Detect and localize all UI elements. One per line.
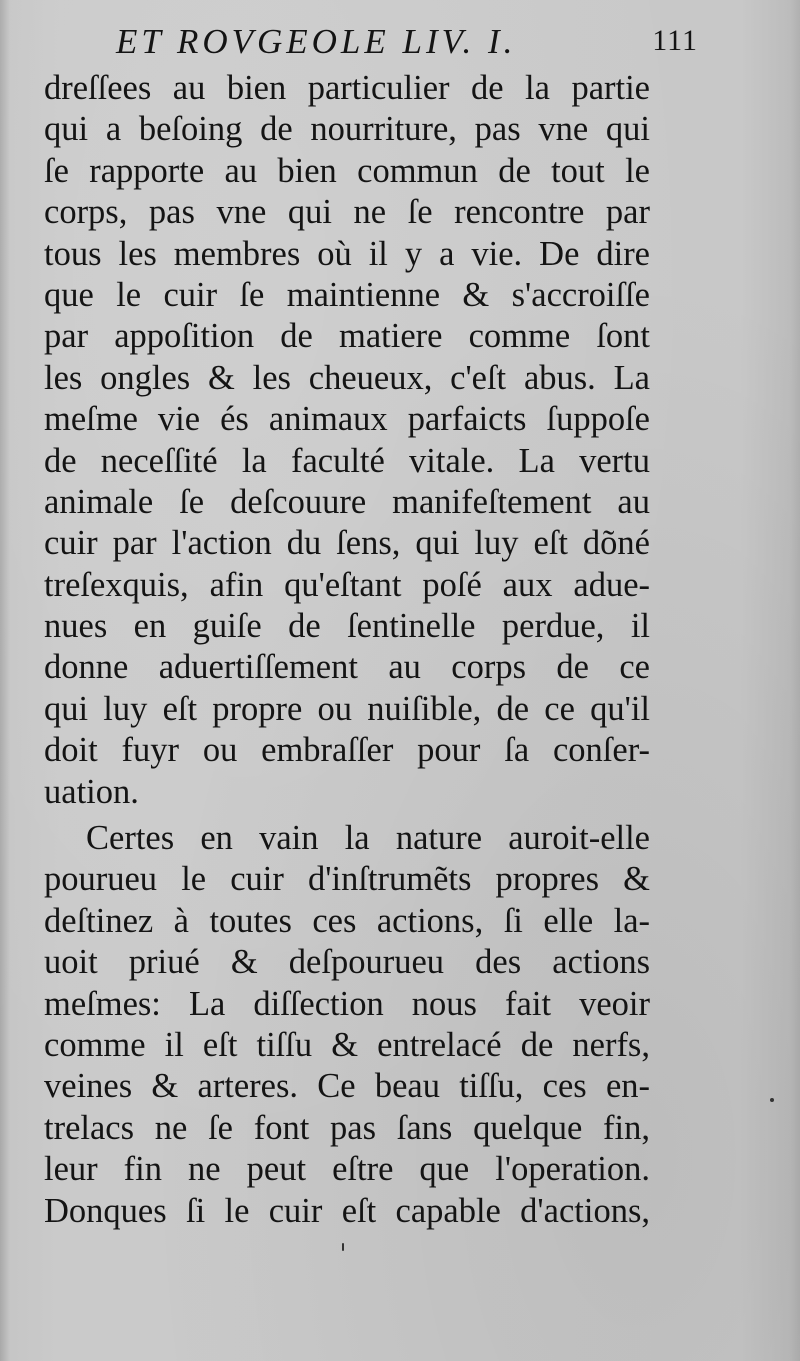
text-line: leur fin ne peut eſtre que l'operation. [44, 1150, 650, 1189]
text-line: corps, pas vne qui ne ſe rencontre par [44, 193, 650, 232]
page-number: 111 [652, 24, 698, 57]
text-line: treſexquis, afin qu'eſtant poſé aux adue- [44, 565, 650, 604]
text-line: comme il eſt tiſſu & entrelacé de nerfs, [44, 1025, 650, 1064]
body-text [44, 68, 650, 1232]
text-line: que le cuir ſe maintienne & s'accroiſſe [44, 275, 650, 314]
text-line: donne aduertiſſement au corps de ce [44, 648, 650, 687]
text-line: uation. [44, 772, 139, 811]
ink-speck [342, 1243, 344, 1251]
text-line: veines & arteres. Ce beau tiſſu, ces en- [44, 1067, 650, 1106]
ink-speck [770, 1098, 774, 1102]
running-title: ET ROVGEOLE LIV. I. [116, 22, 517, 61]
text-line: de neceſſité la faculté vitale. La vertu [44, 441, 650, 480]
text-line: qui a beſoing de nourriture, pas vne qui [44, 110, 650, 149]
text-line: uoit priué & deſpourueu des actions [44, 943, 650, 982]
text-line: trelacs ne ſe font pas ſans quelque fin, [44, 1108, 650, 1147]
text-line: ſe rapporte au bien commun de tout le [44, 151, 650, 190]
text-line: Donques ſi le cuir eſt capable d'actions, [44, 1191, 650, 1230]
text-line: Certes en vain la nature auroit-elle [86, 819, 650, 858]
running-head [110, 18, 698, 62]
text-line: doit fuyr ou embraſſer pour ſa conſer- [44, 731, 650, 770]
text-line: qui luy eſt propre ou nuiſible, de ce qu'il [44, 689, 650, 728]
text-line: deſtinez à toutes ces actions, ſi elle la- [44, 901, 650, 940]
text-line: par appoſition de matiere comme ſont [44, 317, 650, 356]
text-line: les ongles & les cheueux, c'eſt abus. La [44, 358, 650, 397]
text-line: animale ſe deſcouure manifeſtement au [44, 482, 650, 521]
text-line: nues en guiſe de ſentinelle perdue, il [44, 607, 650, 646]
text-line: meſmes: La diſſection nous fait veoir [44, 984, 650, 1023]
text-line: cuir par l'action du ſens, qui luy eſt dõné [44, 524, 650, 563]
text-line: dreſſees au bien particulier de la partie [44, 69, 650, 107]
text-line: tous les membres où il y a vie. De dire [44, 234, 650, 273]
text-line: meſme vie és animaux parfaicts ſuppoſe [44, 400, 650, 439]
text-line: pourueu le cuir d'inſtrumẽts propres & [44, 860, 650, 899]
